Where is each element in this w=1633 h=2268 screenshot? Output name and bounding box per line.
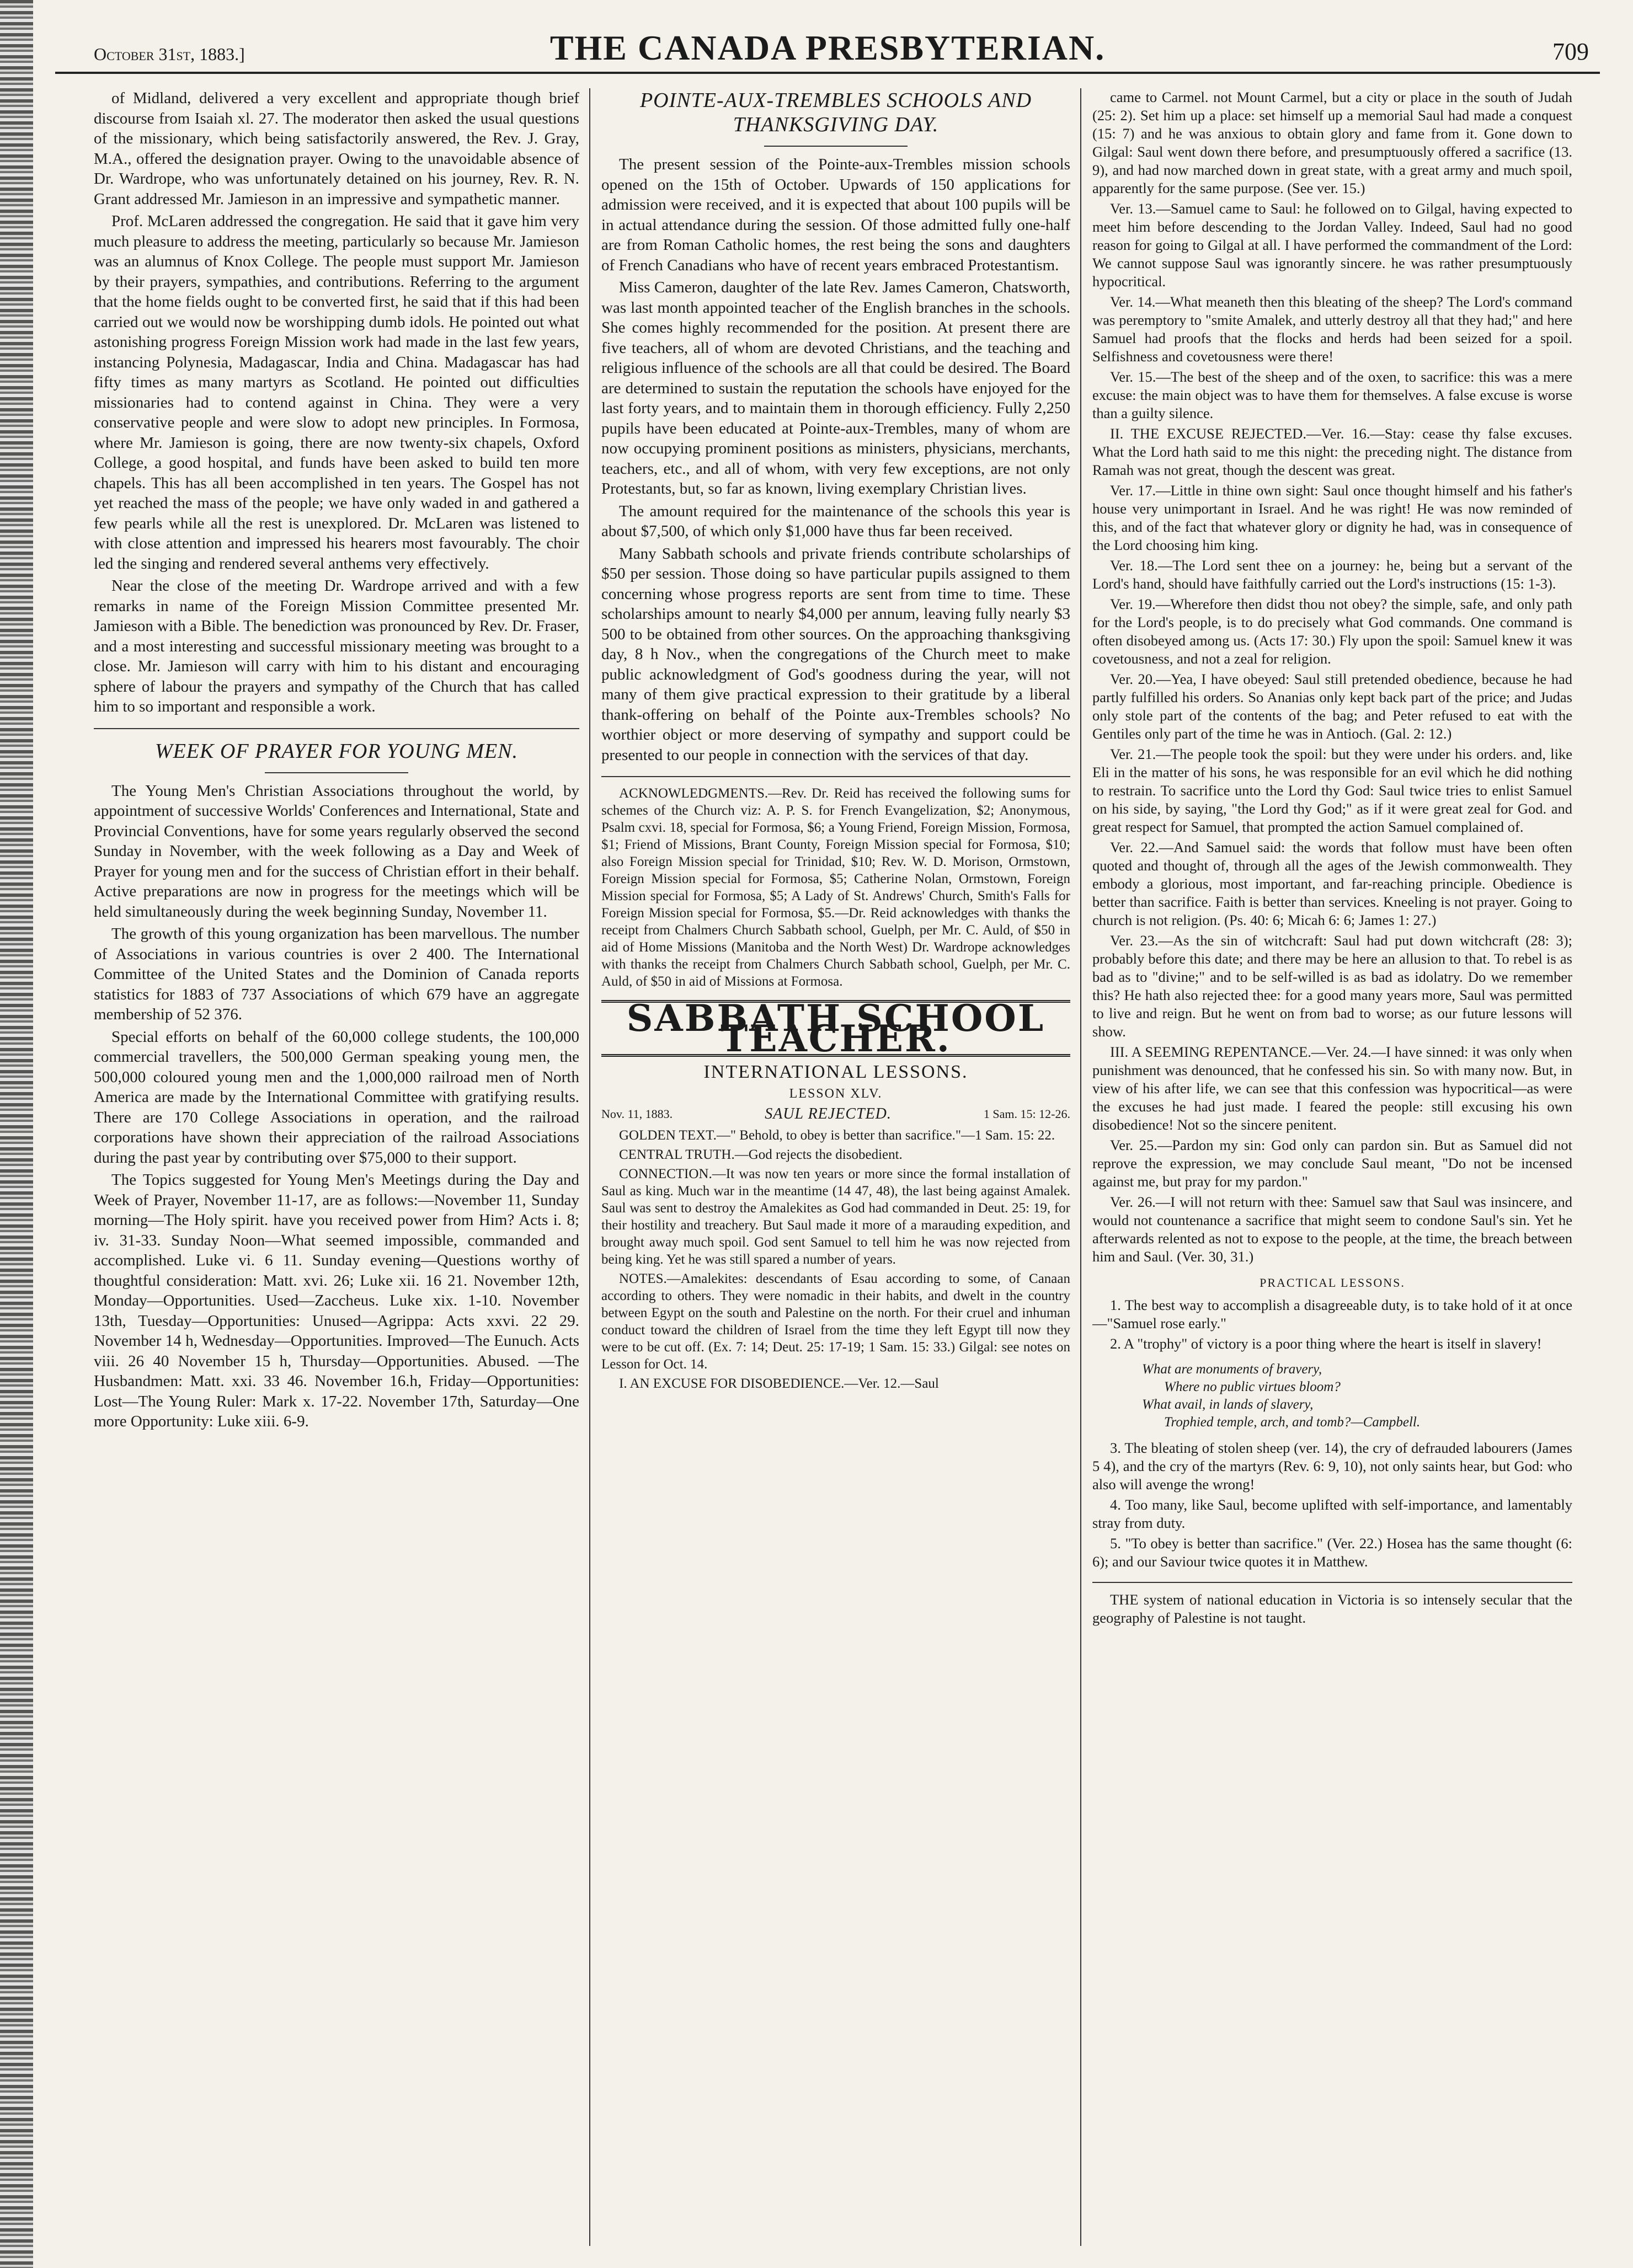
connection: CONNECTION.—It was now ten years or more since the formal installation of Saul as king. Much war in the meantime (14 47, 48), the last being against Amalek. Saul was sent to destroy the Amalekites as God had commanded in Deut. 25: 19, for their hostility and treachery. But Saul made it more of a marauding expedition, and brought away much spoil. God sent Samuel to tell him he was now rejected from being king. Yet he was still spared a number of years. bbox=[601, 1167, 1070, 1267]
lesson-note: Ver. 21.—The people took the spoil: but they were under his orders. and, like Eli in the matter of his sons, he was responsible for an evil which he did nothing to restrain. To sacrifice unto the Lord thy God: Saul twice tries to enlist Samuel on his side, by saying, "the Lord thy God;" as if it were great zeal for God. and great respect for Samuel, that prompted the action Samuel complained of. bbox=[1092, 746, 1572, 835]
lesson-note: Ver. 13.—Samuel came to Saul: he followed on to Gilgal, having expected to meet him before descending to the Jordan Valley. Indeed, Saul had no good reason for going to Gilgal at all. I have performed the commandment of the Lord: We cannot suppose Saul was ignorantly sincere. he was rather presumptuously hypocritical. bbox=[1092, 200, 1572, 290]
newspaper-title: THE CANADA PRESBYTERIAN. bbox=[549, 28, 1106, 67]
issue-date: October 31st, 1883.] bbox=[94, 44, 245, 64]
lesson-note: II. THE EXCUSE REJECTED.—Ver. 16.—Stay: cease thy false excuses. What the Lord hath said to me this night: the preceding night. The distance from Ramah was not great, though the descent was great. bbox=[1092, 425, 1572, 478]
masthead bbox=[55, 22, 1600, 74]
lesson-note: Ver. 22.—And Samuel said: the words that follow must have been often quoted and thought of, through all the ages of the Jewish commonwealth. They embody a glorious, most important, and far-reaching principle. Obedience is better than sacrifice. Faith is better than services. Kneeling is not prayer. Going to church is not religion. (Ps. 40: 6; Micah 6: 6; James 1: 27.) bbox=[1092, 839, 1572, 928]
heading-rule bbox=[764, 146, 908, 147]
column-1 bbox=[94, 88, 579, 2246]
heading-rule bbox=[265, 772, 408, 773]
practical-lesson: 5. "To obey is better than sacrifice." (Ver. 22.) Hosea has the same thought (6: 6); and our Saviour twice quotes it in Matthew. bbox=[1092, 1535, 1572, 1570]
article-paragraph: The Young Men's Christian Associations throughout the world, by appointment of successive Worlds' Conferences and International, State and Provincial Conventions, have for some years regularly observed the second Sunday in November, with the week following as a Day and Week of Prayer for young men and for the success of Christian effort in their behalf. Active preparations are now in progress for the meetings which will be held simultaneously during the week beginning Sunday, November 11. bbox=[94, 782, 579, 921]
article-paragraph: The amount required for the maintenance of the schools this year is about $7,500, of which only $1,000 have thus far been received. bbox=[601, 502, 1070, 540]
practical-lesson: 3. The bleating of stolen sheep (ver. 14), the cry of defrauded labourers (James 5 4), and the cry of the martyrs (Rev. 6: 9, 10), not only saints hear, but God: who also will avenge the wrong! bbox=[1092, 1440, 1572, 1493]
footer-note: THE system of national education in Victoria is so intensely secular that the geography of Palestine is not taught. bbox=[1092, 1591, 1572, 1626]
section-divider bbox=[94, 728, 579, 729]
page-number: 709 bbox=[1552, 38, 1589, 65]
lesson-header bbox=[601, 1107, 1070, 1121]
lessons-title: INTERNATIONAL LESSONS. bbox=[703, 1062, 968, 1082]
article-paragraph: Many Sabbath schools and private friends contribute scholarships of $50 per session. Those doing so have particular pupils assigned to them concerning whose progress reports are sent from time to time. These scholarships amount to nearly $4,000 per annum, leaving fully nearly $3 500 to be obtained from other sources. On the approaching thanksgiving day, 8 h Nov., when the congregations of the Church meet to make public acknowledgment of God's goodness during the year, will not many of them give practical expression to their gratitude by a liberal thank-offering on behalf of the Pointe aux-Trembles schools? No worthier object or more deserving of sympathy and support could be presented to our people in connection with the services of that day. bbox=[601, 544, 1070, 764]
section-heading: POINTE-AUX-TREMBLES SCHOOLS AND THANKSGIVING DAY. bbox=[639, 89, 1032, 136]
lesson-note: Ver. 20.—Yea, I have obeyed: Saul still pretended obedience, because he had partly fulfilled his orders. So Ananias only kept back part of the price; and Judas only stole part of the contents of the bag; and Peter refused to eat with the Gentiles only part of the time he was in Antioch. (Gal. 2: 12.) bbox=[1092, 671, 1572, 742]
article-paragraph: Miss Cameron, daughter of the late Rev. James Cameron, Chatsworth, was last month appointed teacher of the English branches in the schools. She comes highly recommended for the position. At present there are five teachers, all of whom are devoted Christians, and the teaching and religious influence of the schools are all that could be desired. The Board are determined to sustain the reputation the schools have enjoyed for the last forty years, and to maintain them in thorough efficiency. Fully 2,250 pupils have been educated at Pointe-aux-Trembles, many of whom are now occupying prominent positions as ministers, physicians, merchants, teachers, etc., and all of whom, with very few exceptions, are not only Protestants, but, so far as known, living exemplary Christian lives. bbox=[601, 279, 1070, 498]
lesson-date: Nov. 11, 1883. bbox=[601, 1107, 673, 1121]
excuse-line: I. AN EXCUSE FOR DISOBEDIENCE.—Ver. 12.—Saul bbox=[619, 1376, 939, 1391]
lesson-reference: 1 Sam. 15: 12-26. bbox=[983, 1107, 1070, 1121]
article-paragraph: The growth of this young organization has been marvellous. The number of Associations in various countries is over 2 400. The International Committee of the United States and the Dominion of Canada reports statistics for 1883 of 737 Associations of which 679 have an aggregate membership of 52 376. bbox=[94, 925, 579, 1023]
poem-line: Where no public virtues bloom? bbox=[1164, 1379, 1341, 1394]
practical-lessons-heading: PRACTICAL LESSONS. bbox=[1260, 1276, 1405, 1290]
column-2 bbox=[601, 88, 1070, 2246]
sabbath-school-banner: SABBATH SCHOOL TEACHER. bbox=[601, 1000, 1070, 1057]
article-paragraph: Prof. McLaren addressed the congregation. He said that it gave him very much pleasure to address the meeting, particularly so because Mr. Jamieson was an alumnus of Knox College. The people must support Mr. Jamieson by their prayers, sympathies, and contributions. Referring to the argument that the home fields ought to be converted first, he said that if this had been carried out we would now be worshipping dumb idols. He pointed out what astonishing progress Foreign Mission work had made in the last few years, instancing Polynesia, Madagascar, India and China. Madagascar has had fifty times as many martyrs as Scotland. He pointed out difficulties missionaries had to contend against in China. They were a very conservative people and were slow to adopt new principles. In Formosa, where Mr. Jamieson is going, there are now twenty-six chapels, Oxford College, a good hospital, and funds have been asked to build ten more chapels. This has all been accomplished in ten years. The Gospel has not yet reached the mass of the people; we have only waded in and gathered a few pearls while all the rest is unexplored. Dr. McLaren was listened to with close attention and impressed his hearers most favourably. The choir led the singing and rendered several anthems very effectively. bbox=[94, 212, 579, 573]
practical-lesson: 1. The best way to accomplish a disagreeable duty, is to take hold of it at once—"Samuel rose early." bbox=[1092, 1297, 1572, 1331]
poem-line: Trophied temple, arch, and tomb?—Campbell. bbox=[1164, 1415, 1421, 1430]
lesson-note: Ver. 19.—Wherefore then didst thou not obey? the simple, safe, and only path for the Lord's people, is to do precisely what God commands. One command is often disobeyed among us. (Acts 17: 30.) Fly upon the spoil: Samuel knew it was covetousness, and not a zeal for religion. bbox=[1092, 596, 1572, 667]
lesson-note: Ver. 14.—What meaneth then this bleating of the sheep? The Lord's command was peremptory to "smite Amalek, and utterly destroy all that they had;" and here Samuel had proofs that the flocks and herds had been seized for a spoil. Selfishness and covetousness were there! bbox=[1092, 293, 1572, 365]
article-paragraph: of Midland, delivered a very excellent and appropriate though brief discourse from Isaiah xl. 27. The moderator then asked the usual questions of the missionary, which being satisfactorily answered, the Rev. J. Gray, M.A., offered the designation prayer. Owing to the unavoidable absence of Dr. Wardrope, who was unfortunately detained on his journey, Rev. R. N. Grant addressed Mr. Jamieson in an impressive and sympathetic manner. bbox=[94, 89, 579, 208]
lesson-note: Ver. 25.—Pardon my sin: God only can pardon sin. But as Samuel did not reprove the expression, we may conclude Saul meant, "Do not be incensed against me, but pray for my pardon." bbox=[1092, 1137, 1572, 1190]
lesson-note: came to Carmel. not Mount Carmel, but a city or place in the south of Judah (25: 2). Set him up a place: set himself up a memorial Saul had made a conquest (15: 7) and he was anxious to obtain glory and fame from it. Gone down to Gilgal: Saul went down there before, and presumptuously offered a sacrifice (13. 9), and had now marched down in great state, with a great army and much spoil, apparently for the same purpose. (See ver. 15.) bbox=[1092, 89, 1572, 196]
practical-lesson: 4. Too many, like Saul, become uplifted with self-importance, and lamentably stray from duty. bbox=[1092, 1496, 1572, 1531]
section-heading: WEEK OF PRAYER FOR YOUNG MEN. bbox=[154, 739, 519, 763]
section-divider bbox=[601, 776, 1070, 777]
lesson-note: Ver. 15.—The best of the sheep and of the oxen, to sacrifice: this was a mere excuse: the main object was to have them for themselves. A false excuse is worse than a guilty silence. bbox=[1092, 368, 1572, 421]
lesson-note: Ver. 17.—Little in thine own sight: Saul once thought himself and his father's house very unimportant in Israel. And he was right! He was now reminded of this, and of the fact that whatever glory or dignity he had, was in consequence of the Lord choosing him king. bbox=[1092, 482, 1572, 553]
section-divider bbox=[1092, 1582, 1572, 1583]
lesson-title: SAUL REJECTED. bbox=[765, 1105, 892, 1122]
poem bbox=[1142, 1361, 1572, 1431]
lesson-note: Ver. 26.—I will not return with thee: Samuel saw that Saul was insincere, and would not countenance a sacrifice that might seem to condone Saul's sin. Yet he afterwards relented as not to expose to the people, at the time, the breach between him and Saul. (Ver. 30, 31.) bbox=[1092, 1194, 1572, 1265]
practical-lesson: 2. A "trophy" of victory is a poor thing where the heart is itself in slavery! bbox=[1110, 1335, 1542, 1352]
article-paragraph: The present session of the Pointe-aux-Trembles mission schools opened on the 15th of October. Upwards of 150 applications for admission were received, and it is expected that about 100 pupils will be in actual attendance during the session. Of those admitted fully one-half are from Roman Catholic homes, the rest being the sons and daughters of French Canadians who have of recent years embraced Protestantism. bbox=[601, 156, 1070, 274]
lesson-note: Ver. 23.—As the sin of witchcraft: Saul had put down witchcraft (28: 3); probably before this date; and there may be here an allusion to that. To rebel is as bad as to "divine;" and to be self-willed is as bad as idolatry. Do we remember this? He hath also rejected thee: for a good many years more, Saul was permitted to live and reign. But he went on from bad to worse; as our future lessons will show. bbox=[1092, 932, 1572, 1040]
article-paragraph: Special efforts on behalf of the 60,000 college students, the 100,000 commercial travellers, the 500,000 German speaking young men, the 500,000 coloured young men and the 1,000,000 railroad men of North America are made by the International Committee with gratifying results. There are 170 College Associations in operation, and the railroad corporations have shown their appreciation of the railroad Associations during the past year by contributing over $75,000 to their support. bbox=[94, 1028, 579, 1167]
central-truth: CENTRAL TRUTH.—God rejects the disobedient. bbox=[619, 1147, 903, 1162]
notes: NOTES.—Amalekites: descendants of Esau according to some, of Canaan according to others. They were nomadic in their habits, and dwelt in the country between Egypt on the south and Palestine on the north. For their cruel and inhuman conduct toward the children of Israel from the time they left Egypt till now they were to be cut off. (Ex. 7: 14; Deut. 25: 17-19; 1 Sam. 15: 33.) Gilgal: see notes on Lesson for Oct. 14. bbox=[601, 1271, 1070, 1372]
acknowledgments: ACKNOWLEDGMENTS.—Rev. Dr. Reid has received the following sums for schemes of the Church viz: A. P. S. for French Evangelization, $2; Anonymous, Psalm cxvi. 18, special for Formosa, $6; a Young Friend, Foreign Mission, Formosa, $1; Friend of Missions, Brant County, Foreign Mission special for Formosa, $10; also Foreign Mission special for Trinidad, $10; Rev. W. D. Morison, Ormstown, Foreign Mission special for Formosa, $5; Catherine Nolan, Ormstown, Foreign Mission special for Formosa, $5; A Lady of St. Andrews' Church, Smith's Falls for Foreign Mission special for Formosa, $5.—Dr. Reid acknowledges with thanks the receipt from Chalmers Church Sabbath school, Guelph, per Mr. C. Auld, of $50 in aid of Home Missions (Manitoba and the North West) Dr. Wardrope acknowledges with thanks the receipt from Chalmers Church Sabbath school, Guelph, per Mr. C. Auld, of $50 in aid of Missions at Formosa. bbox=[601, 786, 1070, 989]
golden-text: GOLDEN TEXT.—" Behold, to obey is better than sacrifice."—1 Sam. 15: 22. bbox=[619, 1128, 1055, 1143]
lesson-number: LESSON XLV. bbox=[789, 1086, 883, 1101]
column-rule bbox=[589, 88, 590, 2246]
poem-line: What are monuments of bravery, bbox=[1142, 1362, 1322, 1377]
lesson-note: Ver. 18.—The Lord sent thee on a journey: he, being but a servant of the Lord's hand, should have faithfully carried out the Lord's instructions (15: 1-3). bbox=[1092, 557, 1572, 592]
binding-edge bbox=[0, 0, 33, 2268]
article-paragraph: The Topics suggested for Young Men's Meetings during the Day and Week of Prayer, November 11-17, are as follows:—November 11, Sunday morning—The Holy spirit. have you received power from Him? Acts i. 8; iv. 31-33. Sunday Noon—What seemed impossible, commanded and accomplished. Luke vi. 6 11. Sunday evening—Questions worthy of thoughtful consideration: Matt. xvi. 26; Luke xii. 16 21. November 12th, Monday—Opportunities. Used—Zaccheus. Luke xix. 1-10. November 13th, Tuesday—Opportunities: Unused—Agrippa: Acts xxvi. 22 29. November 14 h, Wednesday—Opportunities. Improved—The Eunuch. Acts viii. 26 40 November 15 h, Thursday—Opportunities. Abused. —The Husbandmen: Matt. xxi. 33 46. November 16.h, Friday—Opportunities: Lost—The Young Ruler: Mark x. 17-22. November 17th, Saturday—One more Opportunity: Luke xiii. 6-9. bbox=[94, 1171, 579, 1430]
poem-line: What avail, in lands of slavery, bbox=[1142, 1397, 1314, 1412]
column-3 bbox=[1092, 88, 1572, 2246]
column-rule bbox=[1080, 88, 1081, 2246]
article-paragraph: Near the close of the meeting Dr. Wardrope arrived and with a few remarks in name of the Foreign Mission Committee presented Mr. Jamieson with a Bible. The benediction was pronounced by Rev. Dr. Fraser, and a most interesting and successful missionary meeting was brought to a close. Mr. Jamieson will carry with him to his distant and encouraging sphere of labour the prayers and sympathy of the Church that has called him to so important and responsible a work. bbox=[94, 577, 579, 715]
lesson-note: III. A SEEMING REPENTANCE.—Ver. 24.—I have sinned: it was only when punishment was denounced, that he confessed his sin. So with many now. But, in view of his after life, we can see that this confession was hypocritical—as were the excuses he had just made. I feared the people: still excusing his own disobedience! Not so the sincere penitent. bbox=[1092, 1044, 1572, 1133]
